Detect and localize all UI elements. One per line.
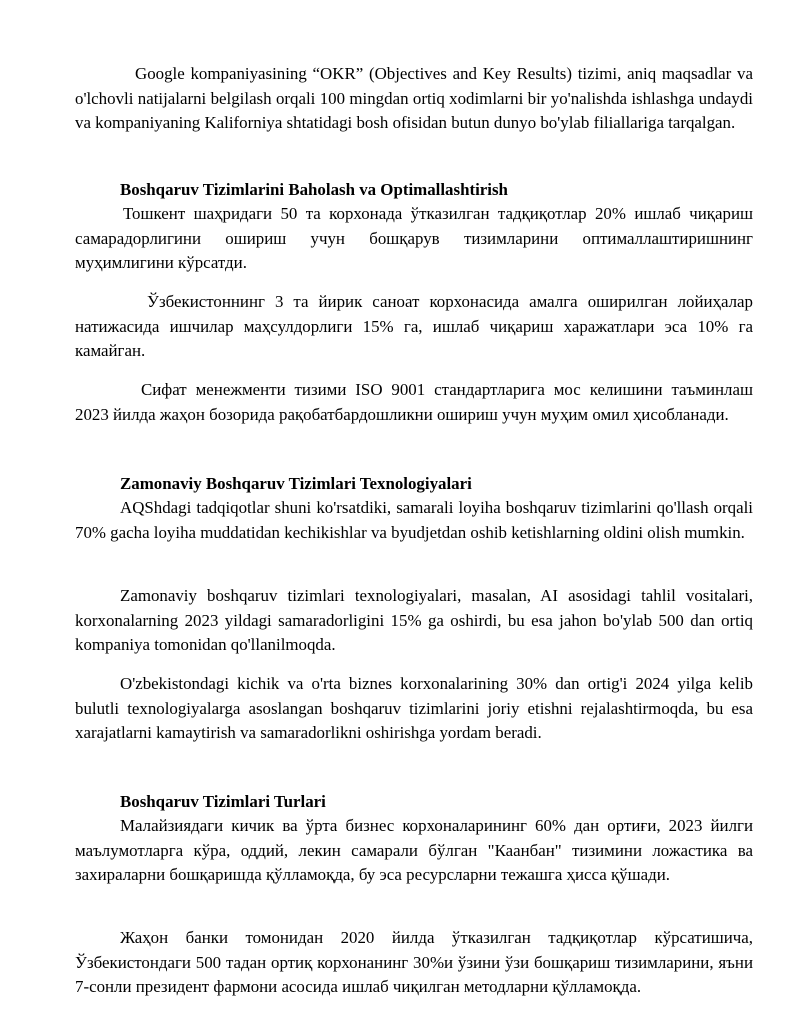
heading-evaluation-optimization: Boshqaruv Tizimlarini Baholash va Optimallashtirish xyxy=(120,180,508,199)
paragraph-google-okr: Google kompaniyasining “OKR” (Objectives and Key Results) tizimi, aniq maqsadlar va o'lchovli natijalarni belgilash orqali 100 mingdan ortiq xodimlarni bir yo'nalishda ishlashga undaydi va kompaniyaning Kaliforniya shtatidagi bosh ofisidan butun dunyo bo'ylab filiallariga tarqalgan. xyxy=(75,64,753,133)
heading-modern-technologies: Zamonaviy Boshqaruv Tizimlari Texnologiyalari xyxy=(120,474,472,493)
paragraph-tashkent-study: Тошкент шаҳридаги 50 та корхонада ўтказилган тадқиқотлар 20% ишлаб чиқариш самарадорлигини ошириш учун бошқарув тизимларини оптималлаштиришнинг муҳимлигини кўрсатди. xyxy=(75,204,753,273)
paragraph-usa-research: AQShdagi tadqiqotlar shuni ko'rsatdiki, samarali loyiha boshqaruv tizimlarini qo'llash orqali 70% gacha loyiha muddatidan kechikishlar va byudjetdan oshib ketishlarning oldini olish mumkin. xyxy=(75,498,753,542)
paragraph-iso-9001: Сифат менежменти тизими ISO 9001 стандартларига мос келишини таъминлаш 2023 йилда жаҳон бозорида рақобатбардошликни ошириш учун муҳим омил ҳисобланади. xyxy=(75,380,753,424)
paragraph-ai-tools: Zamonaviy boshqaruv tizimlari texnologiyalari, masalan, AI asosidagi tahlil vositalari, korxonalarning 2023 yildagi samaradorligini 15% ga oshirdi, bu esa jahon bo'ylab 500 dan ortiq kompaniya tomonidan qo'llanilmoqda. xyxy=(75,586,753,655)
paragraph-cloud-technologies: O'zbekistondagi kichik va o'rta biznes korxonalarining 30% dan ortig'i 2024 yilga kelib bulutli texnologiyalarga asoslangan boshqaruv tizimlarini joriy etishni rejalashtirmoqda, bu esa xarajatlarni kamaytirish va samaradorlikni oshirishga yordam beradi. xyxy=(75,674,753,743)
heading-system-types: Boshqaruv Tizimlari Turlari xyxy=(120,792,326,811)
paragraph-malaysia-kanban: Малайзиядаги кичик ва ўрта бизнес корхоналарининг 60% дан ортиғи, 2023 йилги маълумотларга кўра, оддий, лекин самарали бўлган "Каанбан" тизимини ложастика ва захираларни бошқаришда қўлламоқда, бу эса ресурсларни тежашга ҳисса қўшади. xyxy=(75,816,753,885)
paragraph-world-bank: Жаҳон банки томонидан 2020 йилда ўтказилган тадқиқотлар кўрсатишича, Ўзбекистондаги 500 тадан ортиқ корхонанинг 30%и ўзини ўзи бошқариш тизимларини, яъни 7-сонли президент фармони асосида ишлаб чиқилган методларни қўлламоқда. xyxy=(75,928,753,997)
paragraph-uzbekistan-projects: Ўзбекистоннинг 3 та йирик саноат корхонасида амалга оширилган лойиҳалар натижасида ишчилар маҳсулдорлиги 15% га, ишлаб чиқариш харажатлари эса 10% га камайган. xyxy=(75,292,753,361)
